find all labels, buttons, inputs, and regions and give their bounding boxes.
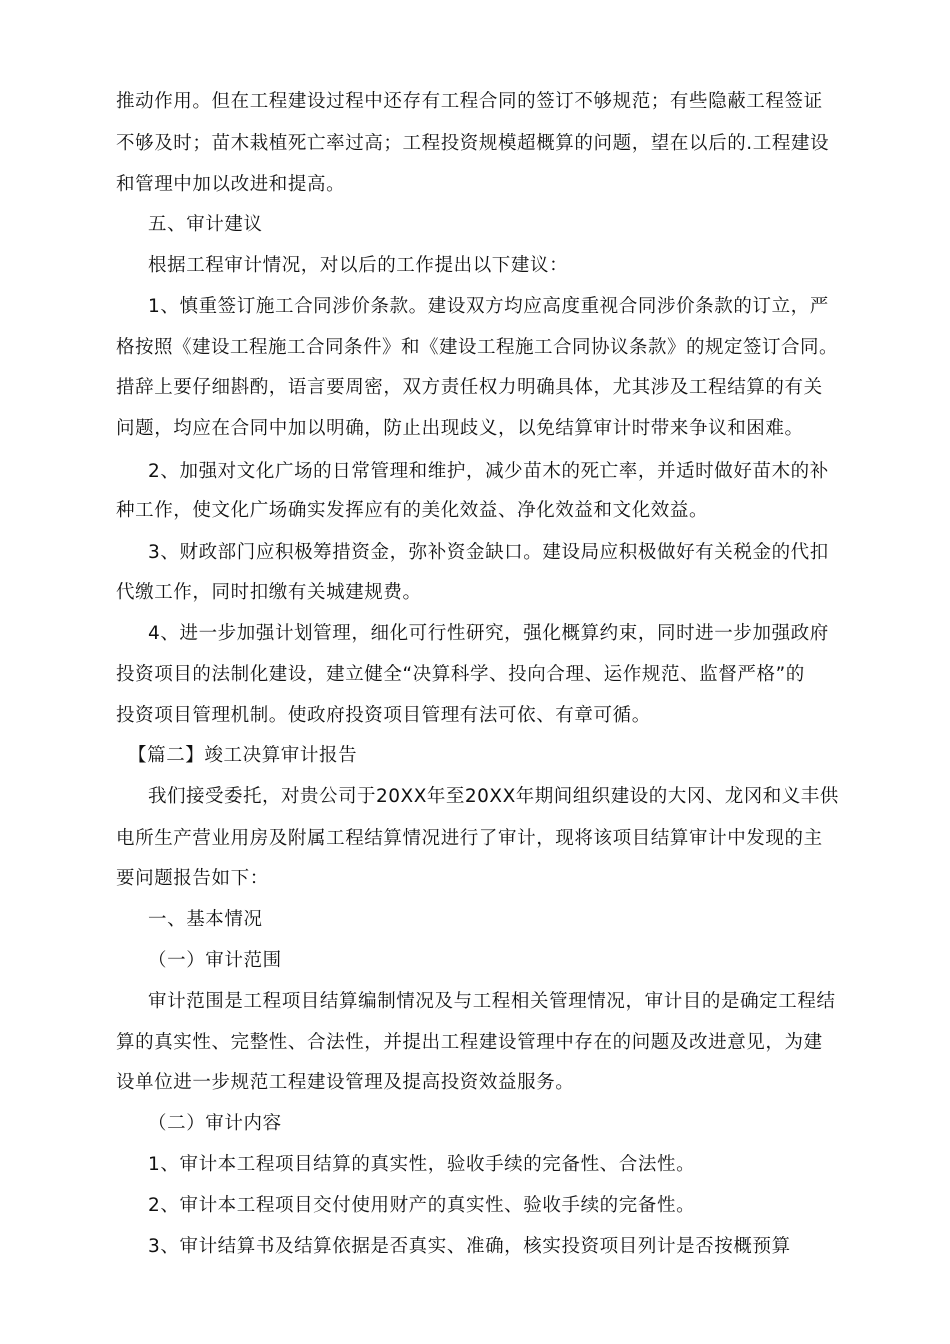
- text-line: 措辞上要仔细斟酌，语言要周密，双方责任权力明确具体，尤其涉及工程结算的有关: [116, 377, 823, 398]
- text-line: 电所生产营业用房及附属工程结算情况进行了审计，现将该项目结算审计中发现的主: [116, 828, 823, 849]
- text-line: 1、慎重签订施工合同涉价条款。建设双方均应高度重视合同涉价条款的订立，严: [148, 296, 829, 317]
- text-line: 2、审计本工程项目交付使用财产的真实性、验收手续的完备性。: [148, 1195, 696, 1216]
- text-line: 设单位进一步规范工程建设管理及提高投资效益服务。: [116, 1072, 575, 1093]
- text-line: 代缴工作，同时扣缴有关城建规费。: [116, 582, 422, 603]
- text-line: 和管理中加以改进和提高。: [116, 174, 346, 195]
- subsection-heading: （二）审计内容: [148, 1113, 282, 1134]
- section-heading: 一、基本情况: [148, 909, 263, 930]
- article-heading: 【篇二】竣工决算审计报告: [128, 745, 358, 766]
- text-line: 2、加强对文化广场的日常管理和维护，减少苗木的死亡率，并适时做好苗木的补: [148, 461, 829, 482]
- text-line: 投资项目的法制化建设，建立健全“决算科学、投向合理、运作规范、监督严格”的: [116, 664, 805, 685]
- section-heading: 五、审计建议: [148, 214, 263, 235]
- text-line: 投资项目管理机制。使政府投资项目管理有法可依、有章可循。: [116, 705, 651, 726]
- text-line: 格按照《建设工程施工合同条件》和《建设工程施工合同协议条款》的规定签订合同。: [116, 337, 839, 358]
- text-line: 根据工程审计情况，对以后的工作提出以下建议：: [148, 255, 569, 276]
- subsection-heading: （一）审计范围: [148, 950, 282, 971]
- text-line: 不够及时；苗木栽植死亡率过高；工程投资规模超概算的问题，望在以后的.工程建设: [116, 133, 830, 154]
- text-line: 3、财政部门应积极筹措资金，弥补资金缺口。建设局应积极做好有关税金的代扣: [148, 542, 829, 563]
- text-line: 我们接受委托，对贵公司于20XX年至20XX年期间组织建设的大冈、龙冈和义丰供: [148, 786, 839, 807]
- text-line: 问题，均应在合同中加以明确，防止出现歧义，以免结算审计时带来争议和困难。: [116, 418, 804, 439]
- text-line: 1、审计本工程项目结算的真实性，验收手续的完备性、合法性。: [148, 1154, 696, 1175]
- text-line: 4、进一步加强计划管理，细化可行性研究，强化概算约束，同时进一步加强政府: [148, 623, 829, 644]
- text-line: 3、审计结算书及结算依据是否真实、准确，核实投资项目列计是否按概预算: [148, 1236, 791, 1257]
- text-line: 种工作，使文化广场确实发挥应有的美化效益、净化效益和文化效益。: [116, 500, 709, 521]
- text-line: 要问题报告如下：: [116, 868, 269, 889]
- text-line: 推动作用。但在工程建设过程中还存有工程合同的签订不够规范；有些隐蔽工程签证: [116, 91, 823, 112]
- text-line: 审计范围是工程项目结算编制情况及与工程相关管理情况，审计目的是确定工程结: [148, 991, 836, 1012]
- text-line: 算的真实性、完整性、合法性，并提出工程建设管理中存在的问题及改进意见，为建: [116, 1032, 823, 1053]
